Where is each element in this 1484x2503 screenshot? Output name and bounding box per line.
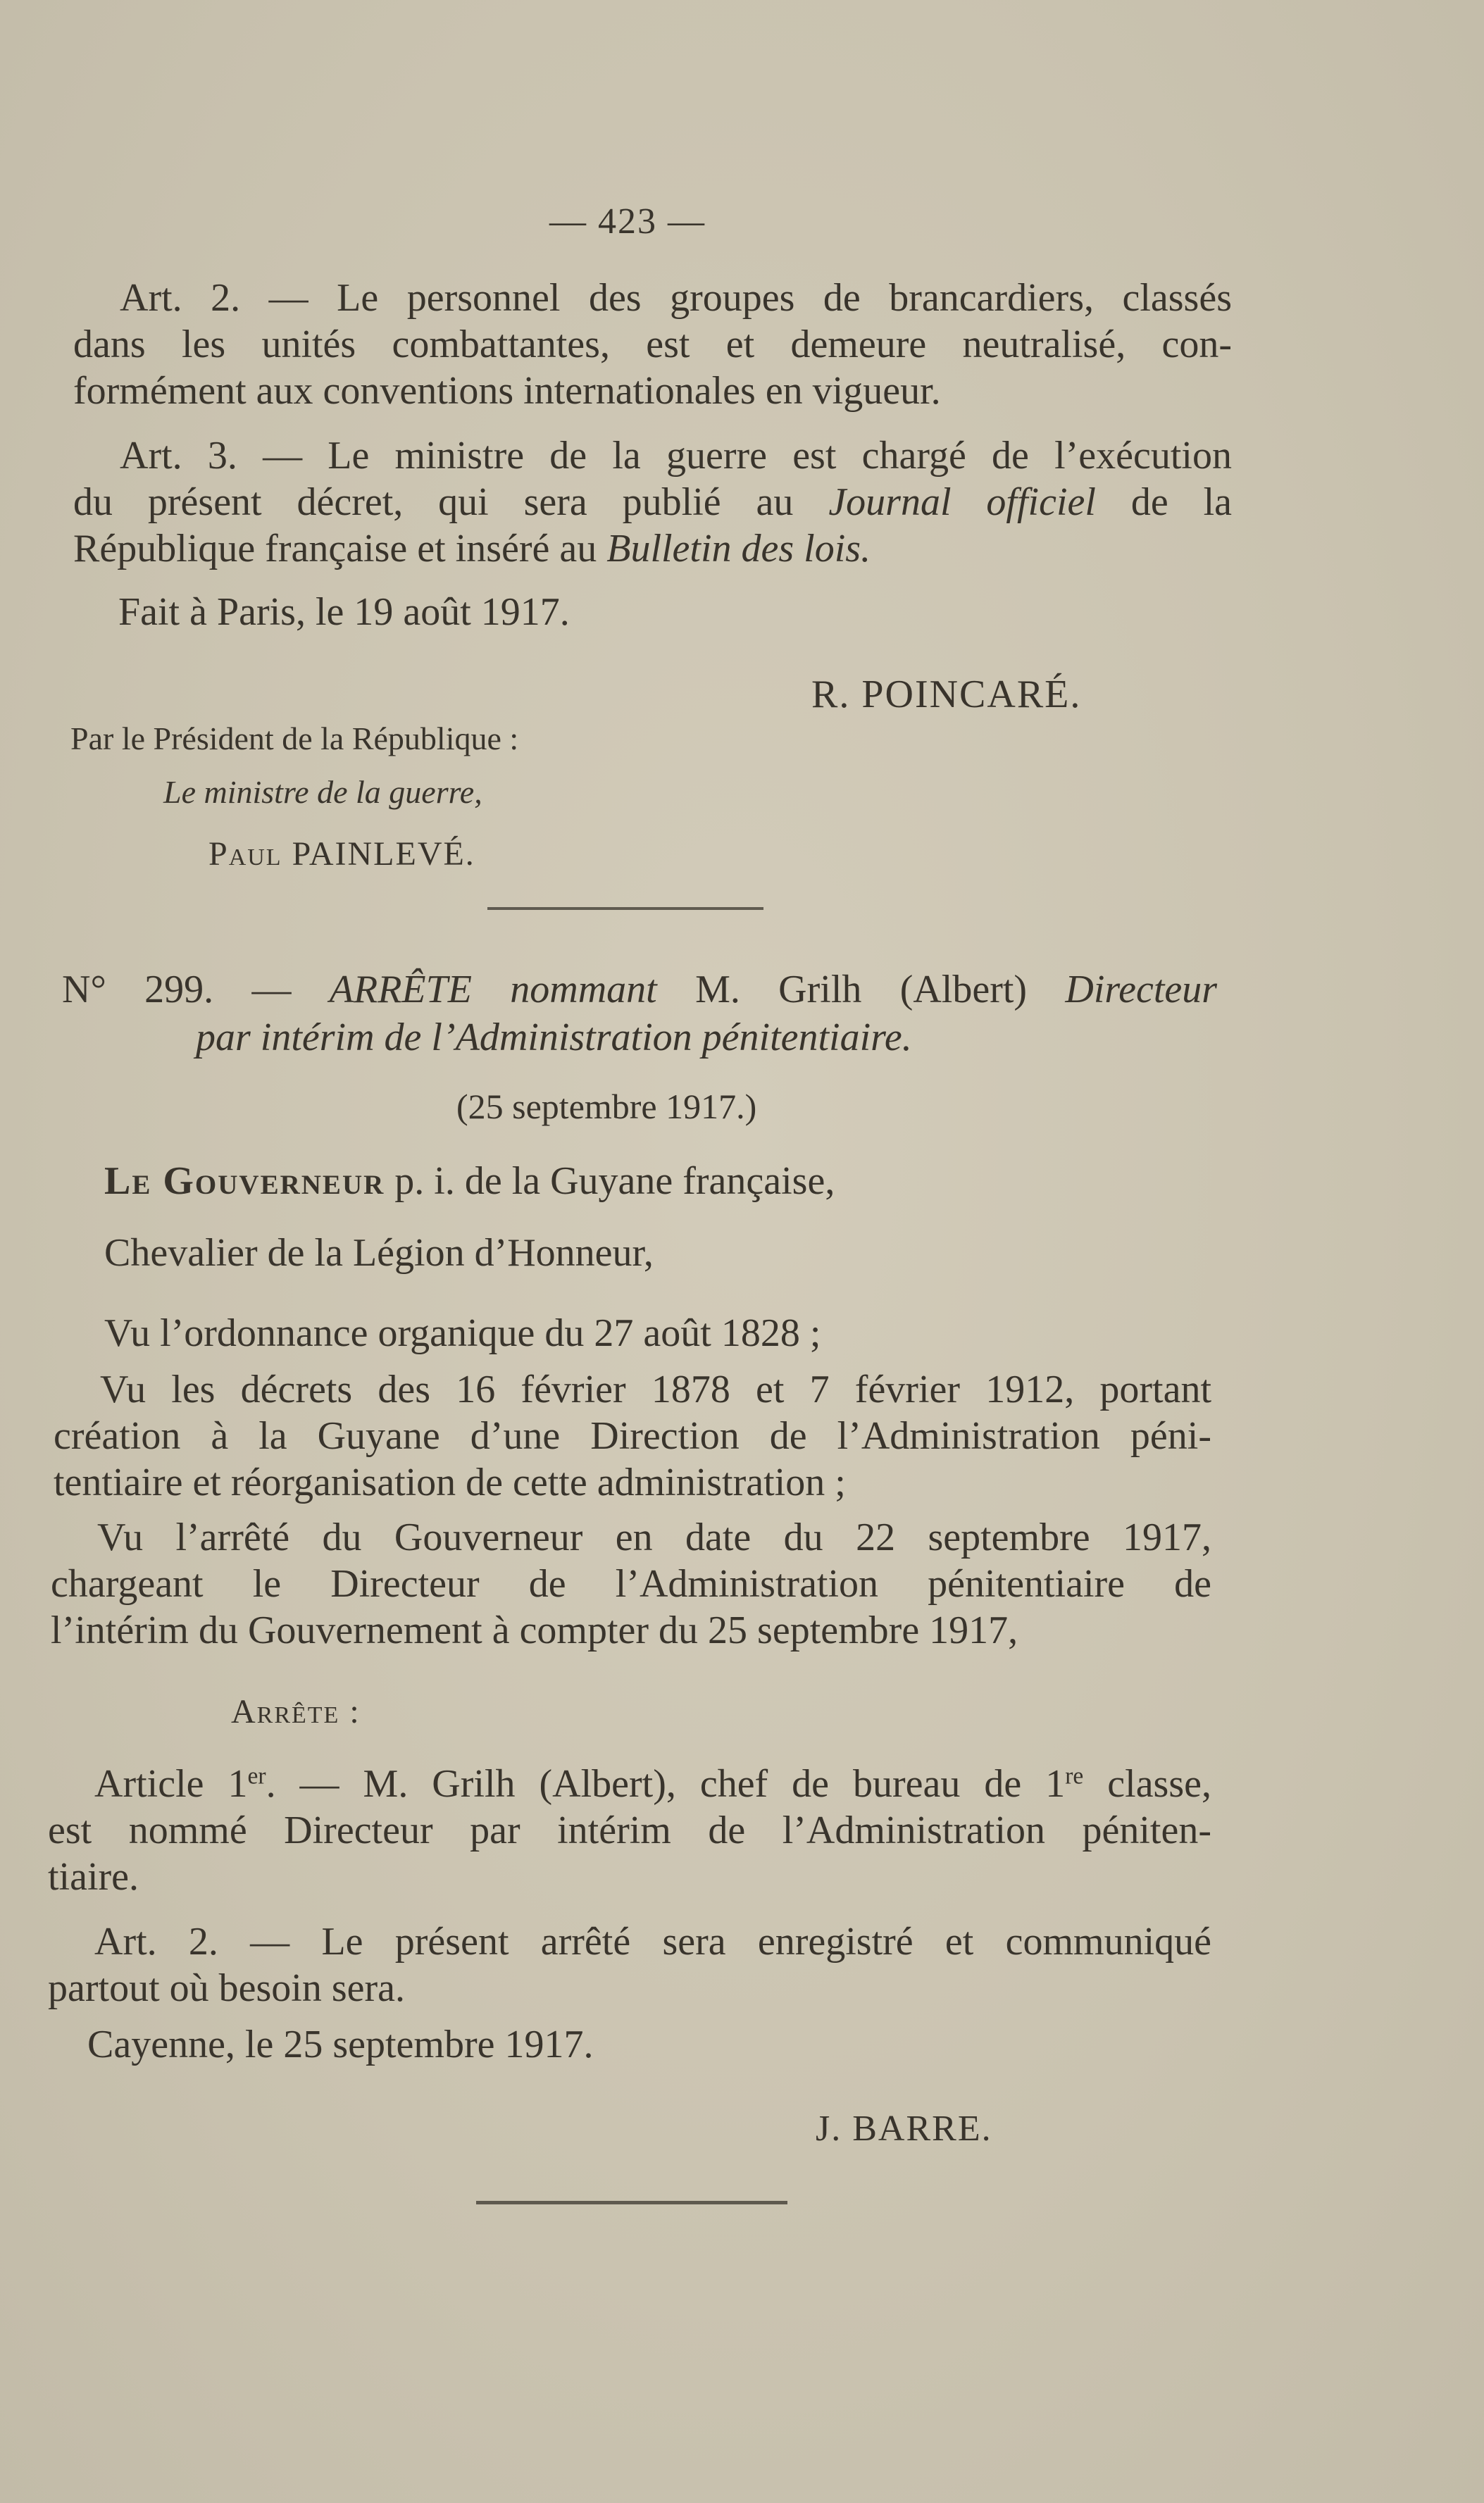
separator-rule-2 bbox=[476, 2201, 787, 2204]
article-1-line-1 bbox=[48, 1761, 1211, 1807]
decree-art3-line-2 bbox=[73, 479, 1232, 525]
decree-art3-line-2-text: du présent décret, qui sera publié au bbox=[73, 480, 794, 524]
vu-decrets-line-3: tentiaire et réorganisation de cette administration ; bbox=[54, 1461, 846, 1504]
article-2-line-2: partout où besoin sera. bbox=[48, 1966, 405, 2010]
decree-article-3 bbox=[73, 432, 1232, 572]
page-number: — 423 — bbox=[549, 201, 706, 242]
arrete-directeur: Directeur bbox=[1065, 968, 1218, 1011]
article-1-post: classe, bbox=[1083, 1762, 1211, 1806]
decree-minister-name: Paul PAINLEVÉ. bbox=[208, 835, 475, 873]
separator-rule-1 bbox=[487, 907, 763, 910]
decree-par-le-president: Par le Président de la République : bbox=[70, 720, 519, 756]
arrete-name: M. Grilh (Albert) bbox=[695, 968, 1028, 1011]
decree-art3-line-3-text: République française et inséré au bbox=[73, 527, 597, 570]
article-1-mid: . — M. Grilh (Albert), chef de bureau de 1 bbox=[266, 1762, 1066, 1806]
vu-arrete-line-1: Vu l’arrêté du Gouverneur en date du 22 septembre 1917, bbox=[97, 1516, 1211, 1559]
vu-arrete bbox=[51, 1514, 1211, 1654]
vu-decrets-line-1: Vu les décrets des 16 février 1878 et 7 février 1912, portant bbox=[100, 1368, 1211, 1411]
vu-arrete-line-2: chargeant le Directeur de l’Administration pénitentiaire de bbox=[51, 1562, 1211, 1606]
decree-art2-line-3: formément aux conventions internationales en vigueur. bbox=[73, 369, 941, 413]
decree-art2-line-1: Art. 2. — Le personnel des groupes de brancardiers, classés bbox=[120, 276, 1232, 320]
arrete-label: Arrête : bbox=[231, 1693, 361, 1730]
article-1-sup: er bbox=[247, 1763, 266, 1790]
cayenne-date: Cayenne, le 25 septembre 1917. bbox=[87, 2023, 594, 2066]
arrete-signature: J. BARRE. bbox=[816, 2109, 992, 2149]
arrete-heading-line-2: par intérim de l’Administration pénitentiaire. bbox=[196, 1016, 912, 1059]
arrete-heading-line-1 bbox=[62, 966, 1217, 1013]
article-1 bbox=[48, 1761, 1211, 1900]
decree-article-2 bbox=[73, 275, 1232, 414]
article-1-sup2: re bbox=[1065, 1763, 1084, 1790]
decree-art3-line-2-end: de la bbox=[1130, 480, 1232, 524]
decree-signature-president: R. POINCARÉ. bbox=[811, 673, 1082, 716]
bulletin-des-lois: Bulletin des lois. bbox=[606, 527, 871, 570]
gouverneur-title: Le Gouverneur bbox=[104, 1159, 385, 1203]
decree-fait-a-paris: Fait à Paris, le 19 août 1917. bbox=[118, 590, 570, 634]
decree-art3-line-3 bbox=[73, 525, 1232, 572]
arrete-title: ARRÊTE nommant bbox=[329, 968, 657, 1011]
gouverneur-rest: p. i. de la Guyane française, bbox=[394, 1159, 835, 1203]
chevalier-line: Chevalier de la Légion d’Honneur, bbox=[104, 1231, 654, 1275]
vu-decrets-line-2: création à la Guyane d’une Direction de l’Administration péni- bbox=[54, 1414, 1211, 1458]
article-2 bbox=[48, 1918, 1211, 2011]
decree-art2-line-2: dans les unités combattantes, est et demeure neutralisé, con- bbox=[73, 323, 1232, 366]
journal-officiel: Journal officiel bbox=[828, 480, 1096, 524]
gouverneur-line bbox=[104, 1158, 835, 1204]
article-1-line-2: est nommé Directeur par intérim de l’Administration péniten- bbox=[48, 1809, 1211, 1852]
vu-arrete-line-3: l’intérim du Gouvernement à compter du 25 septembre 1917, bbox=[51, 1609, 1018, 1652]
arrete-number: N° 299. — bbox=[62, 968, 292, 1011]
article-2-line-1: Art. 2. — Le présent arrêté sera enregistré et communiqué bbox=[94, 1920, 1211, 1964]
article-1-line-3: tiaire. bbox=[48, 1855, 139, 1899]
decree-le-ministre: Le ministre de la guerre, bbox=[163, 774, 482, 810]
vu-ordonnance: Vu l’ordonnance organique du 27 août 1828 ; bbox=[104, 1311, 821, 1355]
arrete-date: (25 septembre 1917.) bbox=[456, 1087, 757, 1126]
article-1-pre: Article 1 bbox=[94, 1762, 248, 1806]
decree-art3-line-1: Art. 3. — Le ministre de la guerre est chargé de l’exécution bbox=[120, 434, 1232, 477]
vu-decrets bbox=[54, 1366, 1211, 1506]
